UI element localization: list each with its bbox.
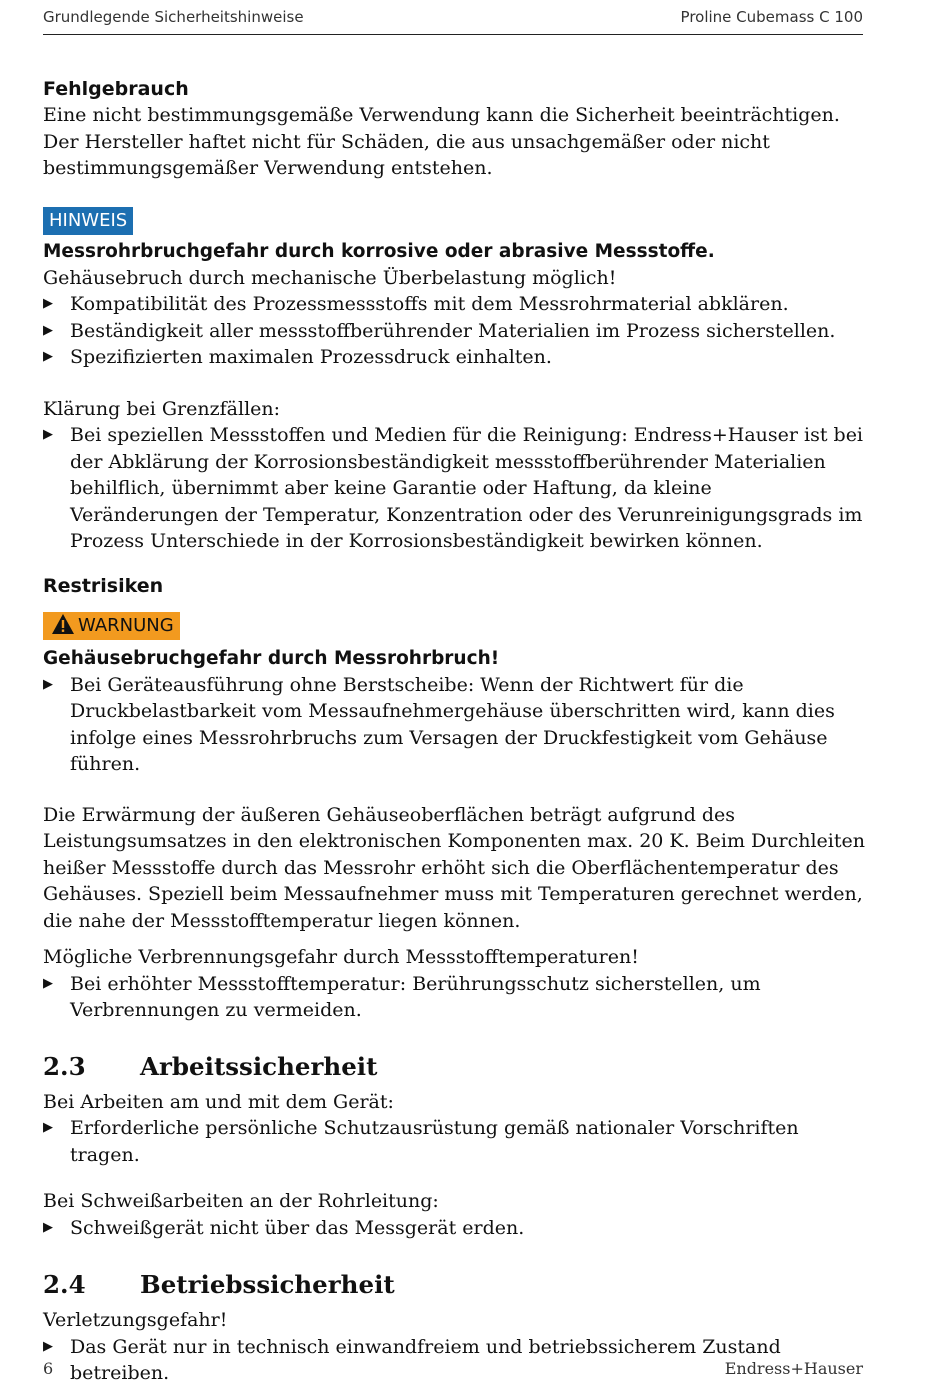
section-number: 2.4	[43, 1270, 86, 1299]
triangle-bullet-icon: ▶	[43, 1338, 53, 1354]
grenzfaelle-intro: Klärung bei Grenzfällen:	[43, 397, 281, 420]
list-item: ▶ Beständigkeit aller messstoffberührender Materialien im Prozess sicherstellen.	[43, 318, 865, 345]
warnung-title: Gehäusebruchgefahr durch Messrohrbruch!	[43, 647, 500, 669]
hinweis-text: Gehäusebruch durch mechanische Überbelastung möglich!	[43, 266, 617, 289]
hinweis-title: Messrohrbruchgefahr durch korrosive oder abrasive Messstoffe.	[43, 240, 715, 262]
footer-brand: Endress+Hauser	[724, 1359, 863, 1378]
section-2-4-intro: Verletzungsgefahr!	[43, 1309, 228, 1331]
fehlgebrauch-heading: Fehlgebrauch	[43, 78, 189, 100]
hinweis-badge: HINWEIS	[43, 207, 133, 235]
list-item: ▶ Bei speziellen Messstoffen und Medien für die Reinigung: Endress+Hauser ist bei der Abklärung der Korrosionsbeständigkeit messstoffberührender Materialien behilflich, übernimmt aber keine Garantie oder Haftung, da kleine Veränderungen der Temperatur, Konzentration oder des Verunreinigungsgrads im Prozess Unterschiede in der Korrosionsbeständigkeit bewirken können.	[43, 424, 864, 552]
restrisiken-text2: Mögliche Verbrennungsgefahr durch Messstofftemperaturen!	[43, 946, 639, 968]
page-content	[43, 76, 865, 1387]
grenzfaelle-list	[43, 422, 865, 555]
warnung-label: WARNUNG	[78, 614, 174, 636]
warnung-badge	[43, 612, 180, 640]
list-item: ▶ Kompatibilität des Prozessmessstoffs mit dem Messrohrmaterial abklären.	[43, 291, 865, 318]
warning-triangle-icon	[51, 613, 75, 635]
triangle-bullet-icon: ▶	[43, 975, 53, 991]
header-product: Proline Cubemass C 100	[680, 8, 863, 26]
triangle-bullet-icon: ▶	[43, 322, 53, 338]
list-item: ▶ Bei erhöhter Messstofftemperatur: Berührungsschutz sicherstellen, um Verbrennungen zu vermeiden.	[43, 972, 761, 1021]
triangle-bullet-icon: ▶	[43, 1120, 53, 1135]
restrisiken-heading: Restrisiken	[43, 574, 164, 597]
section-heading-2-3	[43, 1051, 865, 1083]
section-title: Arbeitssicherheit	[140, 1051, 378, 1081]
triangle-bullet-icon: ▶	[43, 1219, 53, 1235]
hinweis-badge-row	[43, 207, 865, 237]
restrisiken-list2	[43, 971, 865, 1024]
triangle-bullet-icon: ▶	[43, 296, 53, 311]
header-chapter: Grundlegende Sicherheitshinweise	[43, 8, 304, 26]
list-item: ▶ Das Gerät nur in technisch einwandfreiem und betriebssicherem Zustand betreiben.	[43, 1335, 781, 1384]
restrisiken-text: Die Erwärmung der äußeren Gehäuseoberflächen beträgt aufgrund des Leistungsumsatzes in den elektronischen Komponenten max. 20 K. Beim Durchleiten heißer Messstoffe durch das Messrohr erhöht sich die Oberflächentemperatur des Gehäuses. Speziell beim Messaufnehmer muss mit Temperaturen gerechnet werden, die nahe der Messstofftemperatur liegen können.	[43, 803, 865, 932]
section-title: Betriebssicherheit	[140, 1270, 395, 1299]
list-item: ▶ Erforderliche persönliche Schutzausrüstung gemäß nationaler Vorschriften tragen.	[43, 1117, 799, 1166]
section-heading-2-4	[43, 1269, 865, 1301]
section-2-3-intro2: Bei Schweißarbeiten an der Rohrleitung:	[43, 1190, 439, 1212]
page-header	[43, 7, 863, 35]
list-item: ▶ Bei Geräteausführung ohne Berstscheibe: Wenn der Richtwert für die Druckbelastbarkeit vom Messaufnehmergehäuse überschritten wird, kann dies infolge eines Messrohrbruchs zum Versagen der Druckfestigkeit vom Gehäuse führen.	[43, 673, 835, 775]
triangle-bullet-icon: ▶	[43, 427, 53, 442]
list-item: ▶ Schweißgerät nicht über das Messgerät erden.	[43, 1215, 865, 1242]
section-2-3-list2	[43, 1215, 865, 1242]
page-number: 6	[43, 1359, 54, 1378]
warnung-badge-row	[43, 612, 865, 642]
triangle-bullet-icon: ▶	[43, 676, 53, 692]
section-number: 2.3	[43, 1051, 86, 1081]
warnung-list	[43, 672, 865, 778]
hinweis-list	[43, 291, 865, 371]
list-item: ▶ Spezifizierten maximalen Prozessdruck einhalten.	[43, 344, 865, 371]
section-2-3-list1	[43, 1115, 865, 1168]
section-2-3-intro1: Bei Arbeiten am und mit dem Gerät:	[43, 1090, 394, 1113]
triangle-bullet-icon: ▶	[43, 349, 53, 364]
fehlgebrauch-text: Eine nicht bestimmungsgemäße Verwendung kann die Sicherheit beeinträchtigen. Der Hersteller haftet nicht für Schäden, die aus unsachgemäßer oder nicht bestimmungsgemäßer Verwendung entstehen.	[43, 104, 840, 179]
